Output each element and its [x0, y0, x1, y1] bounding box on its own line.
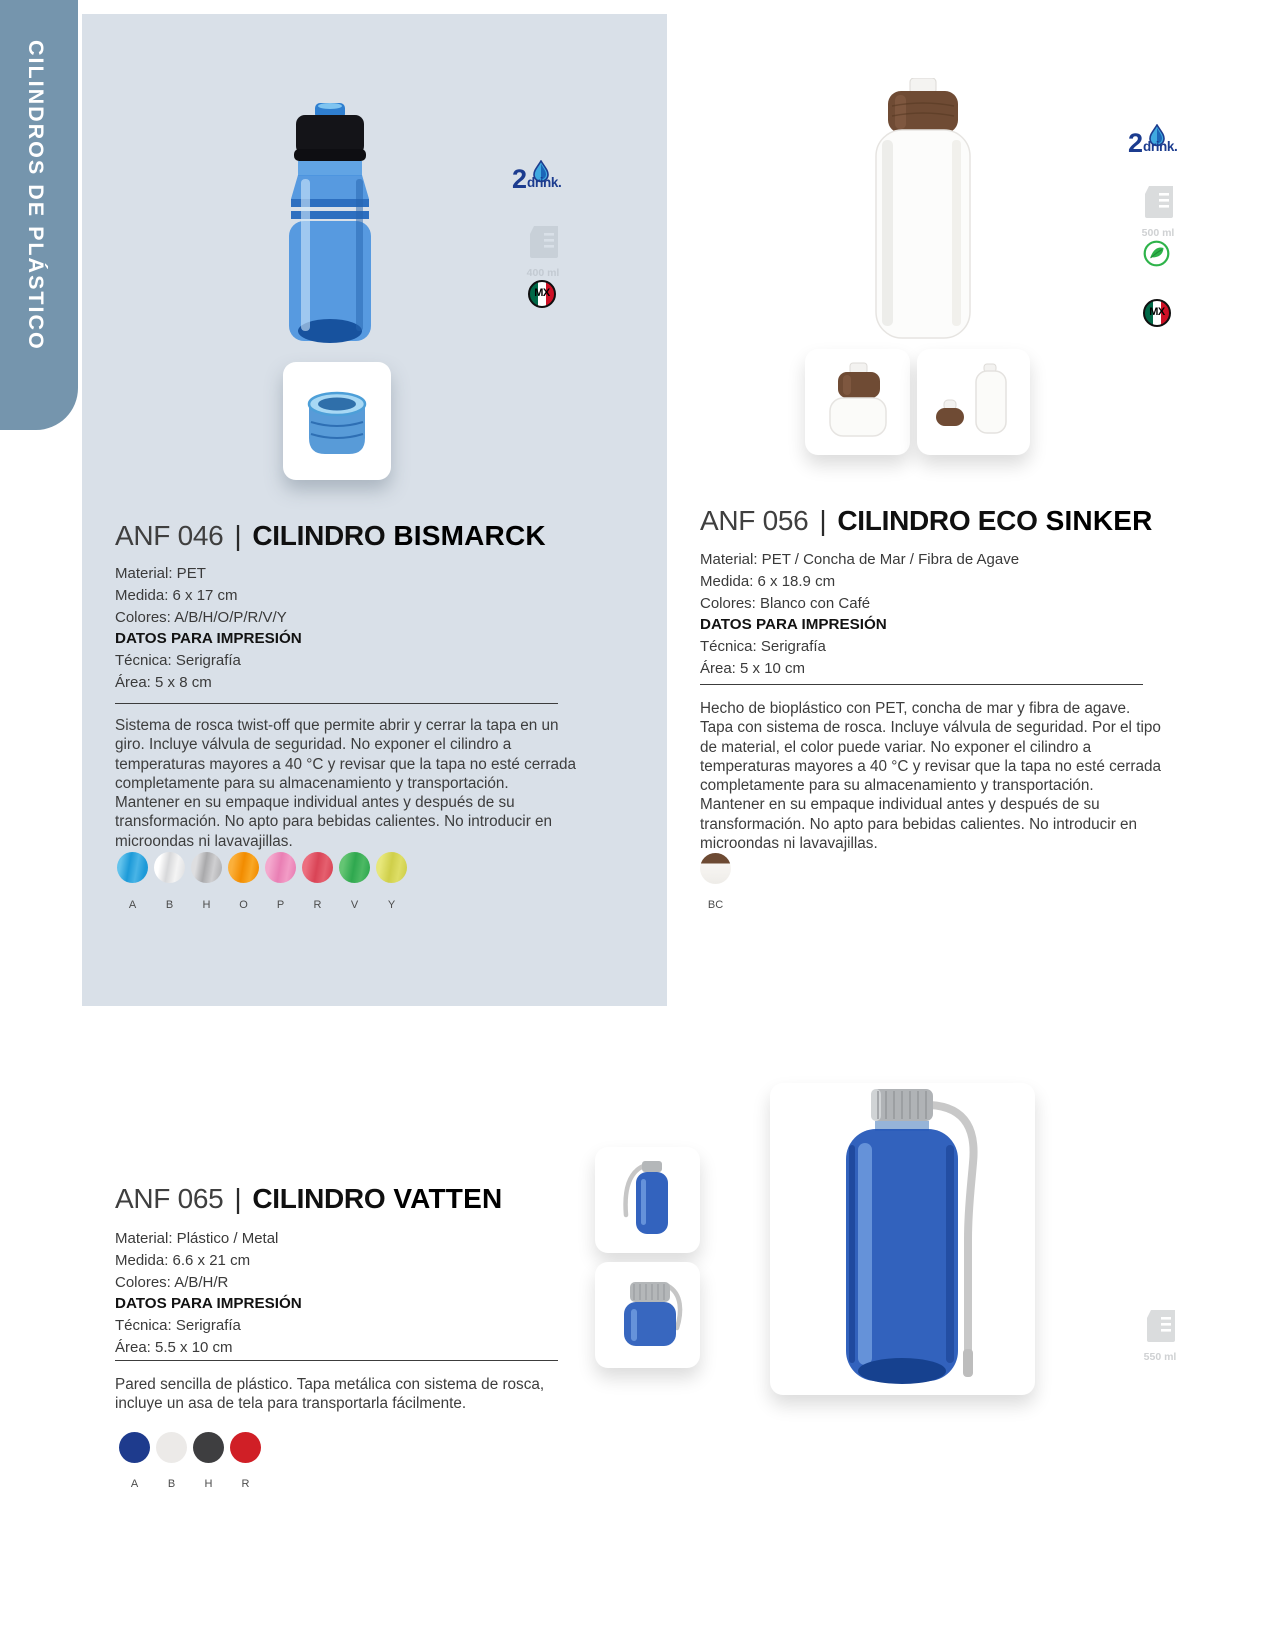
swatch: [191, 852, 222, 883]
swatch-label: R: [241, 1478, 250, 1490]
swatch-label: H: [202, 899, 211, 911]
swatch-label: B: [167, 1478, 176, 1490]
swatch: [193, 1432, 224, 1463]
measuring-cup-icon: [524, 224, 562, 260]
product-name: CILINDRO: [252, 1183, 386, 1214]
spec-size: Medida: 6.6 x 21 cm: [115, 1251, 251, 1269]
vatten-cap-closeup-image: [606, 1272, 690, 1358]
brand-logo: 2 drink.: [1128, 126, 1194, 166]
swatch: [228, 852, 259, 883]
product-specs: [115, 1228, 302, 1359]
eco-sinker-bottle-image: [850, 78, 995, 347]
product-specs: [700, 549, 1019, 680]
swatch-row: [119, 1432, 261, 1463]
product-title: ANF 046 | CILINDRO BISMARCK: [115, 520, 546, 551]
spec-area: Área: 5.5 x 10 cm: [115, 1338, 233, 1356]
vatten-mini-bottle-image: [606, 1157, 690, 1243]
eco-leaf-icon: [1143, 240, 1170, 272]
swatch: [265, 852, 296, 883]
eco-sinker-cap-image: [816, 360, 900, 444]
product-variant: BISMARCK: [393, 520, 546, 551]
print-heading: DATOS PARA IMPRESIÓN: [115, 630, 302, 648]
product-variant: SINKER: [1045, 505, 1153, 536]
capacity-label: 400 ml: [526, 267, 560, 279]
product-code: ANF 056: [700, 505, 809, 536]
eco-sinker-detail-card-parts: [917, 349, 1030, 455]
vatten-detail-card-cap: [595, 1262, 700, 1368]
spec-area: Área: 5 x 10 cm: [700, 659, 806, 677]
swatch: [230, 1432, 261, 1463]
vatten-bottle-image: [770, 1083, 1035, 1395]
capacity-badge: [513, 224, 573, 279]
divider: [700, 684, 1143, 685]
measuring-cup-icon: [1139, 184, 1177, 220]
swatch-label: Y: [387, 899, 396, 911]
spec-colors: Colores: A/B/H/O/P/R/V/Y: [115, 608, 287, 626]
swatch: [119, 1432, 150, 1463]
mx-icon: [528, 280, 556, 308]
divider: [115, 703, 558, 704]
print-heading: DATOS PARA IMPRESIÓN: [700, 616, 887, 634]
spec-technique: Técnica: Serigrafía: [700, 638, 826, 656]
mx-icon: [1143, 299, 1171, 327]
spec-size: Medida: 6 x 18.9 cm: [700, 572, 836, 590]
swatch: [154, 852, 185, 883]
divider: [115, 1360, 558, 1361]
product-description: Hecho de bioplástico con PET, concha de mar y fibra de agave. Tapa con sistema de rosca. Incluye válvula de seguridad. Por el tipo de material, el color puede variar. No exponer el cilindro a temperaturas mayores a 40 °C y revisar que la tapa no esté cerrada completamente para su almacenamiento y transportación. Mantener en su empaque individual antes y después de su transformación. No apto para bebidas calientes. No introducir en microondas ni lavavajillas.: [700, 700, 1162, 853]
bismarck-bottle-image: [265, 103, 395, 360]
swatch-labels: [119, 1478, 261, 1490]
spec-material: Material: PET: [115, 565, 206, 582]
swatch: [117, 852, 148, 883]
swatch-label: P: [276, 899, 285, 911]
product-variant: VATTEN: [393, 1183, 503, 1214]
product-description: Sistema de rosca twist-off que permite abrir y cerrar la tapa en un giro. Incluye válvula de seguridad. No exponer el cilindro a temperaturas mayores a 40 °C y revisar que la tapa no esté cerrada completamente para su almacenamiento y transportación. Mantener en su empaque individual antes y después de su transformación. No apto para bebidas calientes. No introducir en microondas ni lavavajillas.: [115, 717, 577, 850]
swatch-label: O: [239, 899, 248, 911]
bismarck-mouth-image: [295, 374, 379, 468]
spec-material: Material: PET / Concha de Mar / Fibra de Agave: [700, 551, 1020, 568]
brand-logo: 2 drink.: [512, 162, 578, 202]
product-description: Pared sencilla de plástico. Tapa metálica con sistema de rosca, incluye un asa de tela para transportarla fácilmente.: [115, 1376, 545, 1413]
spec-colors: Colores: Blanco con Café: [700, 594, 871, 612]
mx-label: MX: [534, 287, 550, 299]
capacity-badge: [1128, 184, 1188, 239]
print-heading: DATOS PARA IMPRESIÓN: [115, 1295, 302, 1313]
measuring-cup-icon: [1141, 1308, 1179, 1344]
capacity-badge: [1130, 1308, 1190, 1363]
swatch-label: BC: [707, 899, 724, 911]
swatch-row: [117, 852, 407, 883]
spec-technique: Técnica: Serigrafía: [115, 1317, 241, 1335]
product-title: ANF 056 | CILINDRO ECO SINKER: [700, 505, 1153, 536]
swatch-label: A: [128, 899, 137, 911]
swatch-labels: [700, 899, 731, 911]
swatch: [302, 852, 333, 883]
swatch-labels: [117, 899, 407, 911]
product-code: ANF 046: [115, 520, 224, 551]
spec-material: Material: Plástico / Metal: [115, 1230, 279, 1247]
swatch-label: V: [350, 899, 359, 911]
vatten-detail-card-full: [595, 1147, 700, 1253]
spec-size: Medida: 6 x 17 cm: [115, 586, 238, 604]
swatch-label: A: [130, 1478, 139, 1490]
swatch: [700, 853, 731, 884]
swatch-row: [700, 853, 731, 884]
swatch: [156, 1432, 187, 1463]
bismarck-detail-card: [283, 362, 391, 480]
section-label: CILINDROS DE PLÁSTICO: [24, 40, 48, 351]
section-tab: [0, 0, 78, 430]
swatch-label: R: [313, 899, 322, 911]
spec-area: Área: 5 x 8 cm: [115, 673, 212, 691]
swatch: [339, 852, 370, 883]
eco-sinker-detail-card-cap: [805, 349, 910, 455]
swatch-label: H: [204, 1478, 213, 1490]
product-name: CILINDRO ECO: [837, 505, 1038, 536]
product-name: CILINDRO: [252, 520, 386, 551]
spec-technique: Técnica: Serigrafía: [115, 652, 241, 670]
swatch-label: B: [165, 899, 174, 911]
spec-colors: Colores: A/B/H/R: [115, 1273, 229, 1291]
mx-label: MX: [1149, 306, 1165, 318]
product-specs: [115, 563, 302, 694]
eco-sinker-parts-image: [928, 360, 1020, 444]
capacity-label: 500 ml: [1141, 227, 1175, 239]
capacity-label: 550 ml: [1143, 1351, 1177, 1363]
product-code: ANF 065: [115, 1183, 224, 1214]
swatch: [376, 852, 407, 883]
product-title: ANF 065 | CILINDRO VATTEN: [115, 1183, 503, 1214]
